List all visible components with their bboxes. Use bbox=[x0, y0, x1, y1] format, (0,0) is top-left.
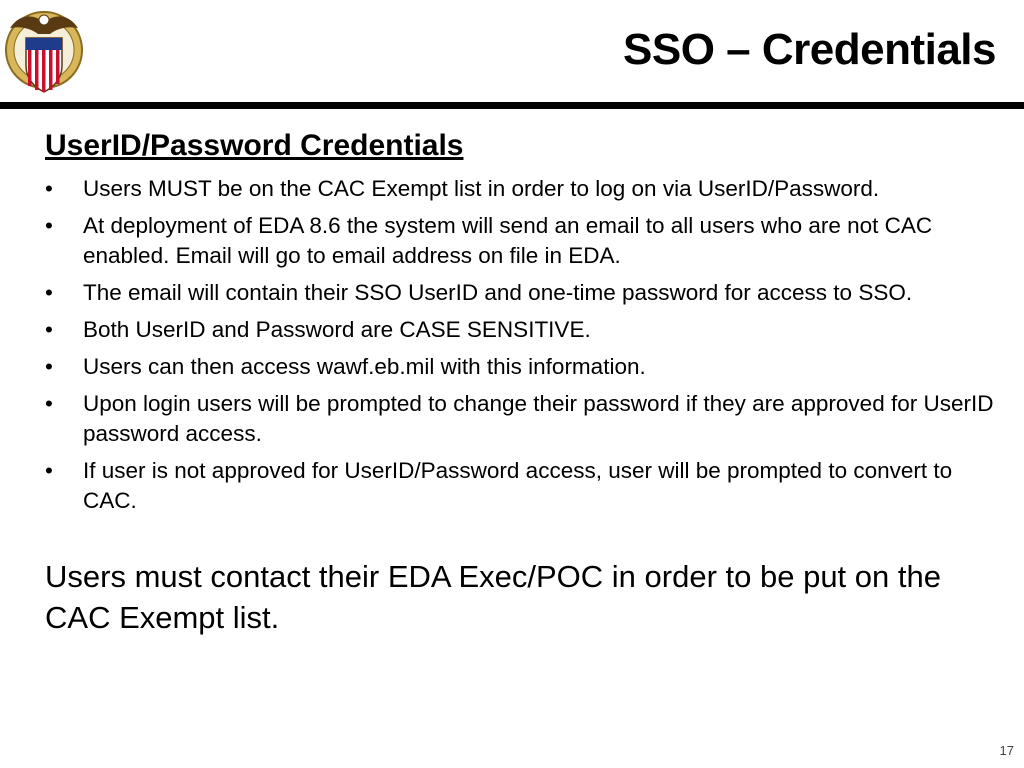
title-divider bbox=[0, 102, 1024, 109]
bullet-text: The email will contain their SSO UserID and one-time password for access to SSO. bbox=[83, 280, 913, 305]
bullet-item bbox=[45, 352, 1005, 382]
bullet-icon: • bbox=[45, 391, 53, 416]
slide-content bbox=[45, 126, 1005, 638]
bullet-icon: • bbox=[45, 317, 53, 342]
section-heading: UserID/Password Credentials bbox=[45, 129, 464, 162]
bullet-item bbox=[45, 315, 1005, 345]
bullet-item bbox=[45, 174, 1005, 204]
bullet-text: Both UserID and Password are CASE SENSITIVE. bbox=[83, 317, 591, 342]
page-number: 17 bbox=[999, 743, 1014, 758]
bullet-item bbox=[45, 211, 1005, 271]
bullet-icon: • bbox=[45, 280, 53, 305]
bullet-text: If user is not approved for UserID/Password access, user will be prompted to convert to CAC. bbox=[83, 458, 953, 513]
slide-title: SSO – Credentials bbox=[623, 25, 996, 74]
bullet-text: Users MUST be on the CAC Exempt list in order to log on via UserID/Password. bbox=[83, 176, 880, 201]
bullet-item bbox=[45, 389, 1005, 449]
closing-note: Users must contact their EDA Exec/POC in order to be put on the CAC Exempt list. bbox=[45, 559, 941, 635]
bullet-list bbox=[45, 174, 1005, 516]
bullet-item bbox=[45, 456, 1005, 516]
dla-seal-eagle-shield-icon bbox=[4, 2, 84, 98]
bullet-icon: • bbox=[45, 354, 53, 379]
bullet-icon: • bbox=[45, 458, 53, 483]
bullet-text: Upon login users will be prompted to change their password if they are approved for UserID password access. bbox=[83, 391, 994, 446]
bullet-text: At deployment of EDA 8.6 the system will send an email to all users who are not CAC enabled. Email will go to email address on file in EDA. bbox=[83, 213, 933, 268]
bullet-text: Users can then access wawf.eb.mil with this information. bbox=[83, 354, 646, 379]
bullet-item bbox=[45, 278, 1005, 308]
bullet-icon: • bbox=[45, 213, 53, 238]
bullet-icon: • bbox=[45, 176, 53, 201]
